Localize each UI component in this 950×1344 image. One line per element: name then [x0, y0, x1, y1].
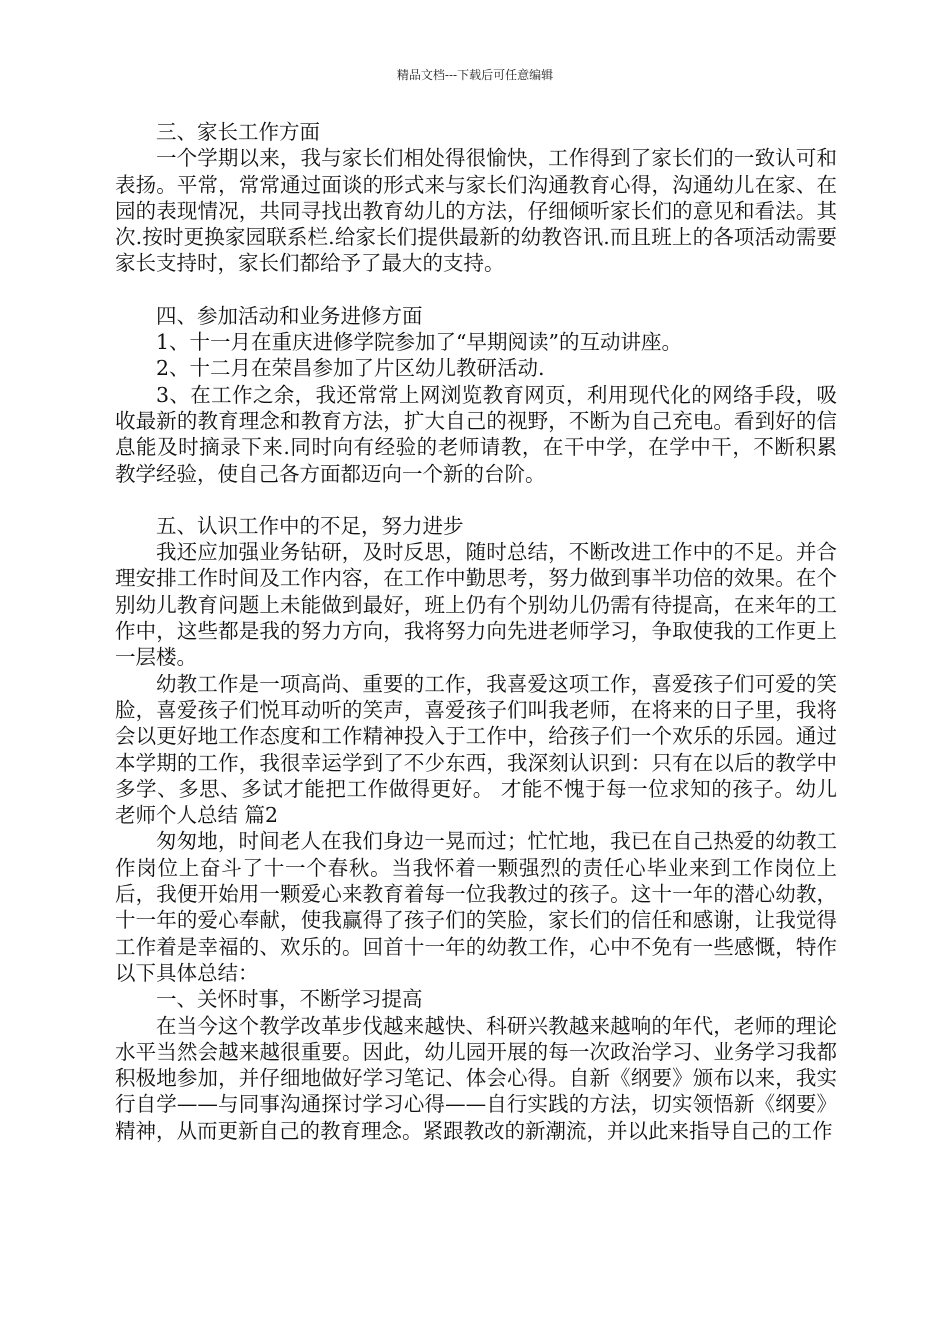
paragraph: 3、在工作之余，我还常常上网浏览教育网页，利用现代化的网络手段，吸收最新的教育理念和教育方法，扩大自己的视野，不断为自己充电。看到好的信息能及时摘录下来.同时向有经验的老师请教，在干中学，在学中干，不断积累教学经验，使自己各方面都迈向一个新的台阶。: [115, 382, 837, 486]
document-body: [115, 119, 837, 1144]
paragraph: 我还应加强业务钻研，及时反思，随时总结，不断改进工作中的不足。并合理安排工作时间及工作内容，在工作中勤思考，努力做到事半功倍的效果。在个别幼儿教育问题上未能做到最好，班上仍有个别幼儿仍需有待提高，在来年的工作中，这些都是我的努力方向，我将努力向先进老师学习，争取使我的工作更上一层楼。: [115, 540, 837, 670]
paragraph: 幼教工作是一项高尚、重要的工作，我喜爱这项工作，喜爱孩子们可爱的笑脸，喜爱孩子们悦耳动听的笑声，喜爱孩子们叫我老师，在将来的日子里，我将会以更好地工作态度和工作精神投入于工作中，给孩子们一个欢乐的乐园。通过本学期的工作，我很幸运学到了不少东西，我深刻认识到：只有在以后的教学中多学、多思、多试才能把工作做得更好。 才能不愧于每一位求知的孩子。幼儿老师个人总结 篇2: [115, 671, 837, 828]
paragraph: 一个学期以来，我与家长们相处得很愉快，工作得到了家长们的一致认可和表扬。平常，常常通过面谈的形式来与家长们沟通教育心得，沟通幼儿在家、在园的表现情况，共同寻找出教育幼儿的方法，仔细倾听家长们的意见和看法。其次.按时更换家园联系栏.给家长们提供最新的幼教咨讯.而且班上的各项活动需要家长支持时，家长们都给予了最大的支持。: [115, 146, 837, 276]
paragraph: 1、十一月在重庆进修学院参加了“早期阅读”的互动讲座。: [156, 330, 683, 355]
paragraph: 三、家长工作方面: [156, 120, 320, 144]
paragraph-spacer: [115, 277, 837, 303]
paragraph: 一、关怀时事，不断学习提高: [156, 987, 423, 1012]
page-header: 精品文档---下载后可任意编辑: [396, 68, 554, 82]
paragraph: 2、十二月在荣昌参加了片区幼儿教研活动.: [156, 356, 545, 381]
paragraph-spacer: [115, 487, 837, 513]
paragraph: 五、认识工作中的不足，努力进步: [156, 513, 464, 538]
paragraph: 在当今这个教学改革步伐越来越快、科研兴教越来越响的年代，老师的理论水平当然会越来越很重要。因此，幼儿园开展的每一次政治学习、业务学习我都积极地参加，并仔细地做好学习笔记、体会心得。自新《纲要》颁布以来，我实行自学——与同事沟通探讨学习心得——自行实践的方法，切实领悟新《纲要》精神，从而更新自己的教育理念。紧跟教改的新潮流，并以此来指导自己的工作: [115, 1013, 837, 1143]
paragraph: 匆匆地，时间老人在我们身边一晃而过；忙忙地，我已在自己热爱的幼教工作岗位上奋斗了十一个春秋。当我怀着一颗强烈的责任心毕业来到工作岗位上后，我便开始用一颗爱心来教育着每一位我教过的孩子。这十一年的潜心幼教，十一年的爱心奉献，使我赢得了孩子们的笑脸，家长们的信任和感谢，让我觉得工作着是幸福的、欢乐的。回首十一年的幼教工作，心中不免有一些感慨，特作以下具体总结：: [115, 829, 837, 985]
paragraph: 四、参加活动和业务进修方面: [156, 303, 423, 328]
